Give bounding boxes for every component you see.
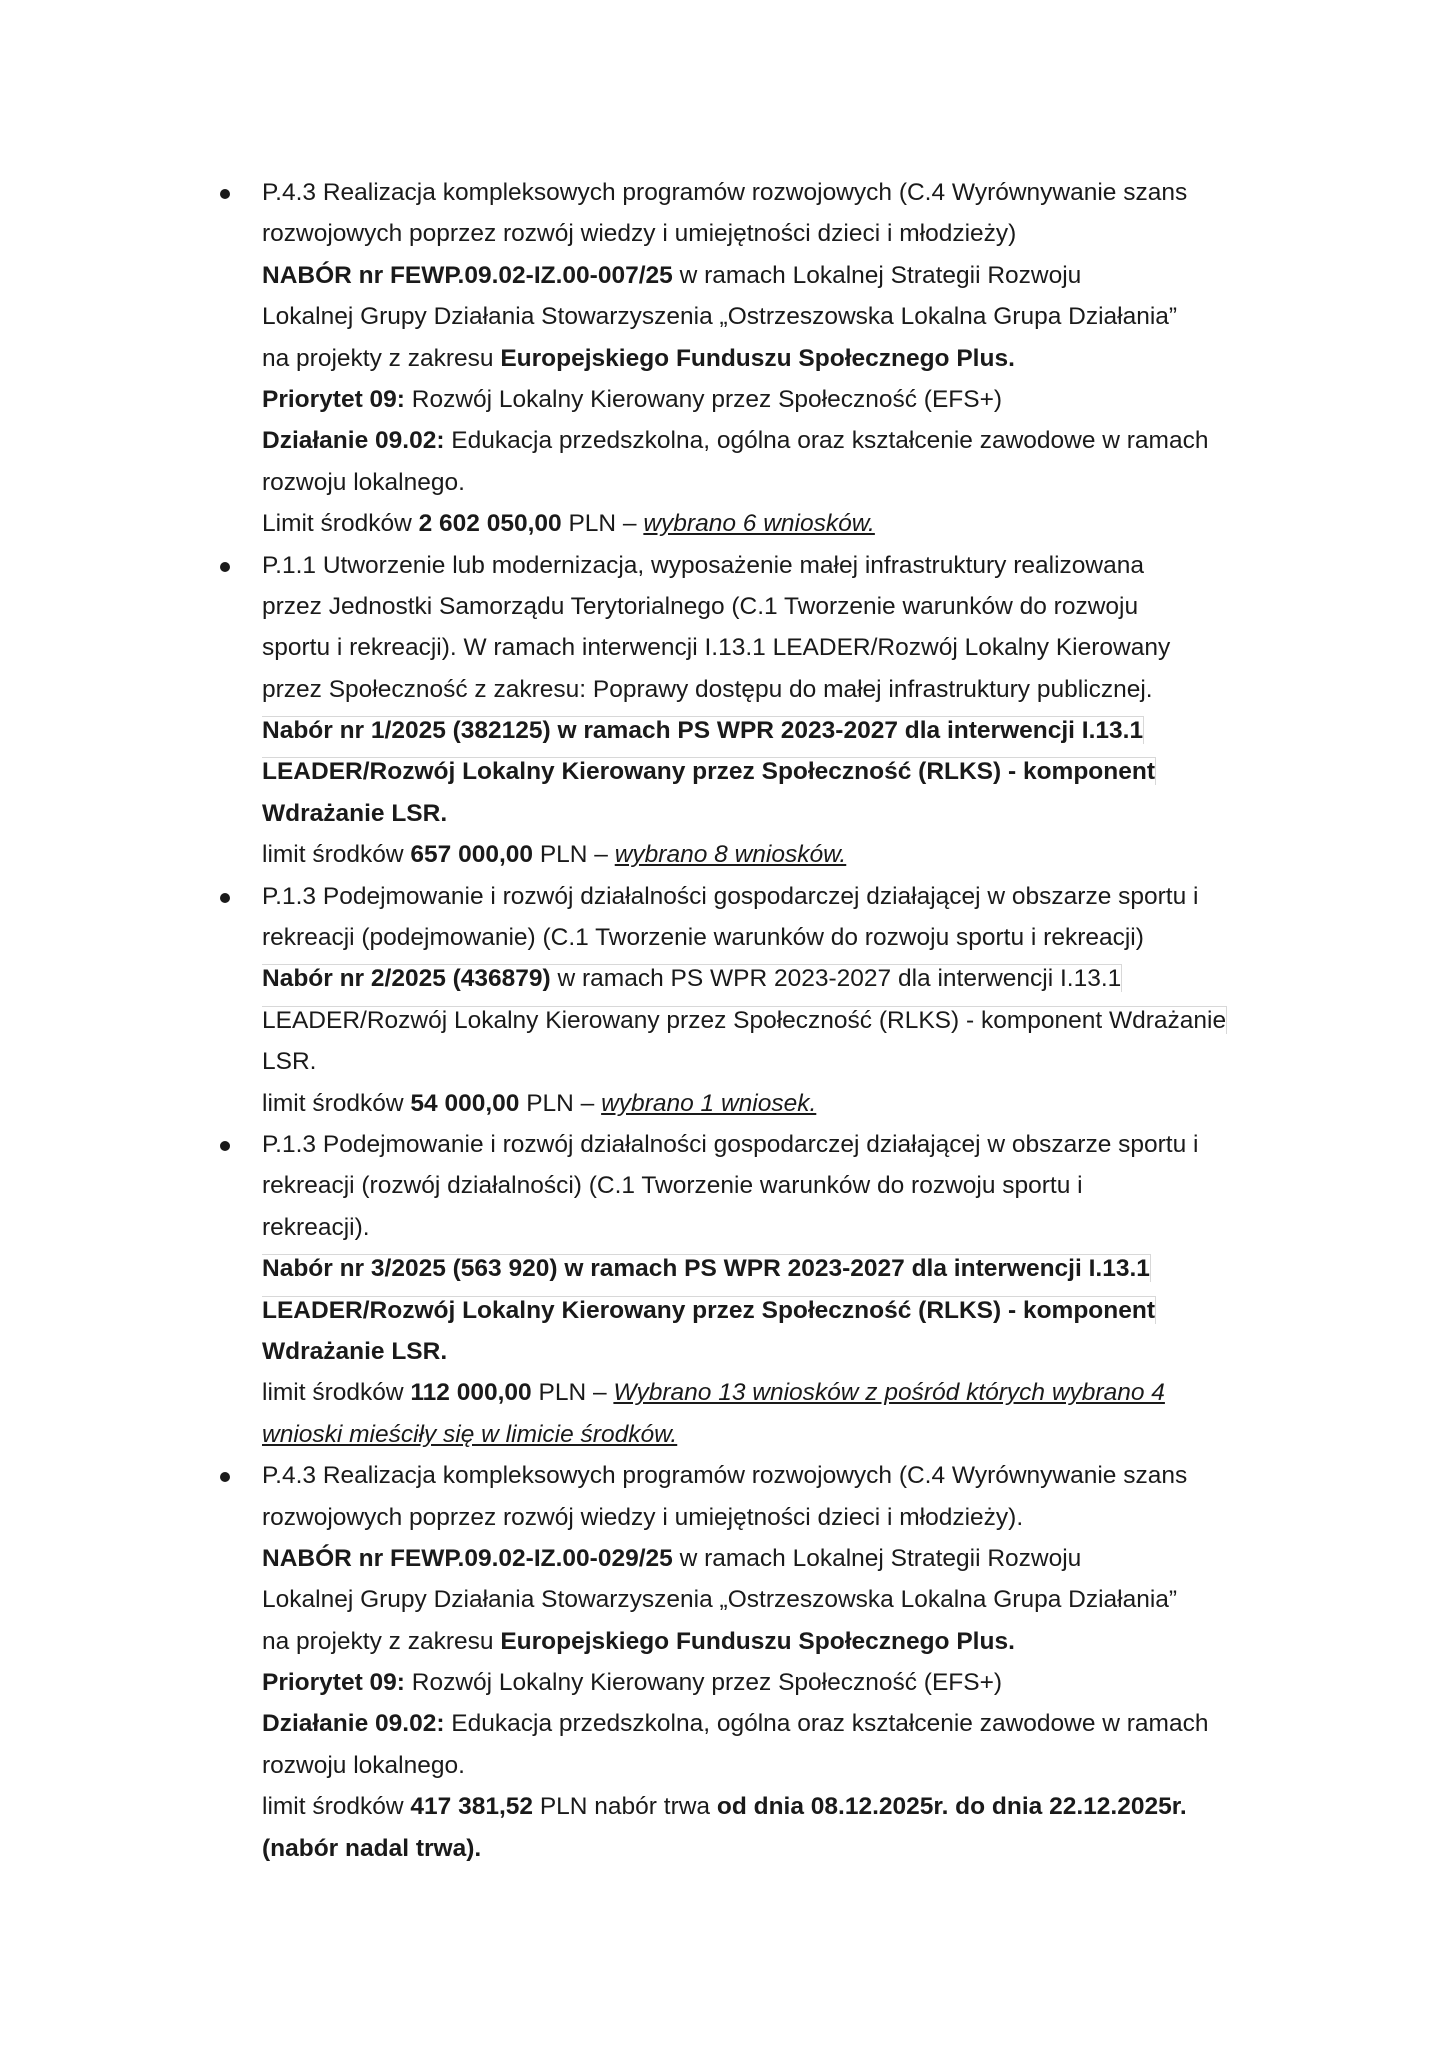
nabor-line bbox=[262, 793, 1290, 834]
lgd-line: Lokalnej Grupy Działania Stowarzyszenia „Ostrzeszowska Lokalna Grupa Działania” bbox=[262, 1586, 1178, 1614]
fund-line: na projekty z zakresu Europejskiego Funduszu Społecznego Plus. bbox=[262, 1627, 1015, 1655]
item-title-line: sportu i rekreacji). W ramach interwencji I.13.1 LEADER/Rozwój Lokalny Kierowany bbox=[262, 634, 1171, 662]
limit-line: limit środków 112 000,00 PLN – Wybrano 13 wniosków z pośród których wybrano 4 bbox=[262, 1379, 1165, 1407]
nabor-text: LEADER/Rozwój Lokalny Kierowany przez Społeczność (RLKS) - komponent bbox=[262, 1296, 1155, 1324]
result-text: wybrano 8 wniosków. bbox=[614, 841, 847, 869]
bullet-icon bbox=[220, 189, 230, 199]
lgd-line: Lokalnej Grupy Działania Stowarzyszenia „Ostrzeszowska Lokalna Grupa Działania” bbox=[262, 303, 1178, 331]
status-line bbox=[262, 1828, 1290, 1869]
list-item bbox=[220, 876, 1290, 1124]
nabor-text: Wdrażanie LSR. bbox=[262, 799, 448, 827]
bullet-icon bbox=[220, 893, 230, 903]
item-title-line: rekreacji). bbox=[262, 1213, 370, 1241]
status-text: (nabór nadal trwa). bbox=[262, 1834, 482, 1862]
nabor-line: NABÓR nr FEWP.09.02-IZ.00-007/25 w ramach Lokalnej Strategii Rozwoju bbox=[262, 261, 1082, 289]
list-item bbox=[220, 172, 1290, 545]
nabor-line bbox=[262, 710, 1290, 751]
item-title-line: rozwojowych poprzez rozwój wiedzy i umiejętności dzieci i młodzieży). bbox=[262, 1503, 1024, 1531]
item-title-line: P.1.3 Podejmowanie i rozwój działalności gospodarczej działającej w obszarze sportu i bbox=[262, 882, 1199, 910]
result-text: wybrano 1 wniosek. bbox=[601, 1089, 817, 1117]
limit-amount: 54 000,00 bbox=[410, 1089, 520, 1117]
action-line-2: rozwoju lokalnego. bbox=[262, 1751, 465, 1779]
limit-line: limit środków 417 381,52 PLN nabór trwa od dnia 08.12.2025r. do dnia 22.12.2025r. bbox=[262, 1793, 1187, 1821]
result-text: Wybrano 13 wniosków z pośród których wybrano 4 bbox=[613, 1379, 1165, 1407]
result-text: wnioski mieściły się w limicie środków. bbox=[262, 1420, 678, 1448]
item-title-line: przez Jednostki Samorządu Terytorialnego (C.1 Tworzenie warunków do rozwoju bbox=[262, 592, 1139, 620]
nabor-number: NABÓR nr FEWP.09.02-IZ.00-007/25 bbox=[262, 261, 673, 289]
item-title-line: P.4.3 Realizacja kompleksowych programów rozwojowych (C.4 Wyrównywanie szans bbox=[262, 179, 1188, 206]
result-line-2 bbox=[262, 1414, 1290, 1455]
limit-amount: 112 000,00 bbox=[410, 1379, 532, 1407]
nabor-text: LSR. bbox=[262, 1048, 317, 1076]
nabor-line: NABÓR nr FEWP.09.02-IZ.00-029/25 w ramach Lokalnej Strategii Rozwoju bbox=[262, 1544, 1082, 1572]
nabor-text: Wdrażanie LSR. bbox=[262, 1337, 448, 1365]
item-title-line: P.1.1 Utworzenie lub modernizacja, wyposażenie małej infrastruktury realizowana bbox=[262, 551, 1144, 579]
nabor-text: Nabór nr 1/2025 (382125) w ramach PS WPR 2023-2027 dla interwencji I.13.1 bbox=[262, 717, 1144, 745]
result-text: wybrano 6 wniosków. bbox=[643, 510, 875, 538]
limit-line: limit środków 657 000,00 PLN – wybrano 8 wniosków. bbox=[262, 841, 847, 869]
item-title-line: P.4.3 Realizacja kompleksowych programów rozwojowych (C.4 Wyrównywanie szans bbox=[262, 1462, 1188, 1490]
nabor-line bbox=[262, 1290, 1290, 1331]
item-title-line: rekreacji (podejmowanie) (C.1 Tworzenie warunków do rozwoju sportu i rekreacji) bbox=[262, 924, 1144, 952]
item-title-line: P.1.3 Podejmowanie i rozwój działalności gospodarczej działającej w obszarze sportu i bbox=[262, 1130, 1199, 1158]
fund-name: Europejskiego Funduszu Społecznego Plus. bbox=[500, 1627, 1015, 1655]
action-line: Działanie 09.02: Edukacja przedszkolna, ogólna oraz kształcenie zawodowe w ramach bbox=[262, 1710, 1209, 1738]
nabor-line bbox=[262, 751, 1290, 792]
priority-line: Priorytet 09: Rozwój Lokalny Kierowany przez Społeczność (EFS+) bbox=[262, 385, 1003, 413]
limit-amount: 657 000,00 bbox=[410, 841, 534, 869]
action-line: Działanie 09.02: Edukacja przedszkolna, ogólna oraz kształcenie zawodowe w ramach bbox=[262, 427, 1209, 455]
action-line-2: rozwoju lokalnego. bbox=[262, 468, 465, 496]
nabor-text: LEADER/Rozwój Lokalny Kierowany przez Społeczność (RLKS) - komponent Wdrażanie bbox=[262, 1006, 1227, 1034]
bullet-icon bbox=[220, 562, 230, 572]
nabor-line bbox=[262, 1041, 1290, 1082]
limit-dates: od dnia 08.12.2025r. do dnia 22.12.2025r. bbox=[716, 1793, 1187, 1821]
limit-amount: 417 381,52 bbox=[410, 1793, 534, 1821]
nabor-line bbox=[262, 1248, 1290, 1289]
nabor-line bbox=[262, 1000, 1290, 1041]
nabor-text: Nabór nr 3/2025 (563 920) w ramach PS WPR 2023-2027 dla interwencji I.13.1 bbox=[262, 1255, 1150, 1283]
action-label: Działanie 09.02: bbox=[262, 427, 445, 455]
limit-amount: 2 602 050,00 bbox=[418, 510, 562, 538]
limit-line: limit środków 54 000,00 PLN – wybrano 1 wniosek. bbox=[262, 1089, 817, 1117]
bullet-icon bbox=[220, 1472, 230, 1482]
nabor-number: Nabór nr 2/2025 (436879) bbox=[262, 965, 551, 993]
limit-line: Limit środków 2 602 050,00 PLN – wybrano 6 wniosków. bbox=[262, 510, 875, 538]
nabor-text: LEADER/Rozwój Lokalny Kierowany przez Społeczność (RLKS) - komponent bbox=[262, 758, 1155, 786]
item-title-line: przez Społeczność z zakresu: Poprawy dostępu do małej infrastruktury publicznej. bbox=[262, 675, 1153, 703]
bullet-icon bbox=[220, 1141, 230, 1151]
fund-line: na projekty z zakresu Europejskiego Funduszu Społecznego Plus. bbox=[262, 344, 1015, 372]
list-item bbox=[220, 1124, 1290, 1455]
item-title-line: rekreacji (rozwój działalności) (C.1 Tworzenie warunków do rozwoju sportu i bbox=[262, 1172, 1083, 1200]
priority-label: Priorytet 09: bbox=[262, 385, 405, 413]
list-item bbox=[220, 545, 1290, 876]
fund-name: Europejskiego Funduszu Społecznego Plus. bbox=[500, 344, 1015, 372]
priority-line: Priorytet 09: Rozwój Lokalny Kierowany przez Społeczność (EFS+) bbox=[262, 1669, 1003, 1697]
priority-label: Priorytet 09: bbox=[262, 1669, 405, 1697]
list-item bbox=[220, 1455, 1290, 1869]
nabor-number: NABÓR nr FEWP.09.02-IZ.00-029/25 bbox=[262, 1544, 673, 1572]
nabor-line bbox=[262, 1331, 1290, 1372]
action-label: Działanie 09.02: bbox=[262, 1710, 445, 1738]
nabor-line: Nabór nr 2/2025 (436879) w ramach PS WPR 2023-2027 dla interwencji I.13.1 bbox=[262, 965, 1122, 993]
recruitment-list bbox=[220, 172, 1290, 1869]
item-title-line: rozwojowych poprzez rozwój wiedzy i umiejętności dzieci i młodzieży) bbox=[262, 220, 1017, 248]
